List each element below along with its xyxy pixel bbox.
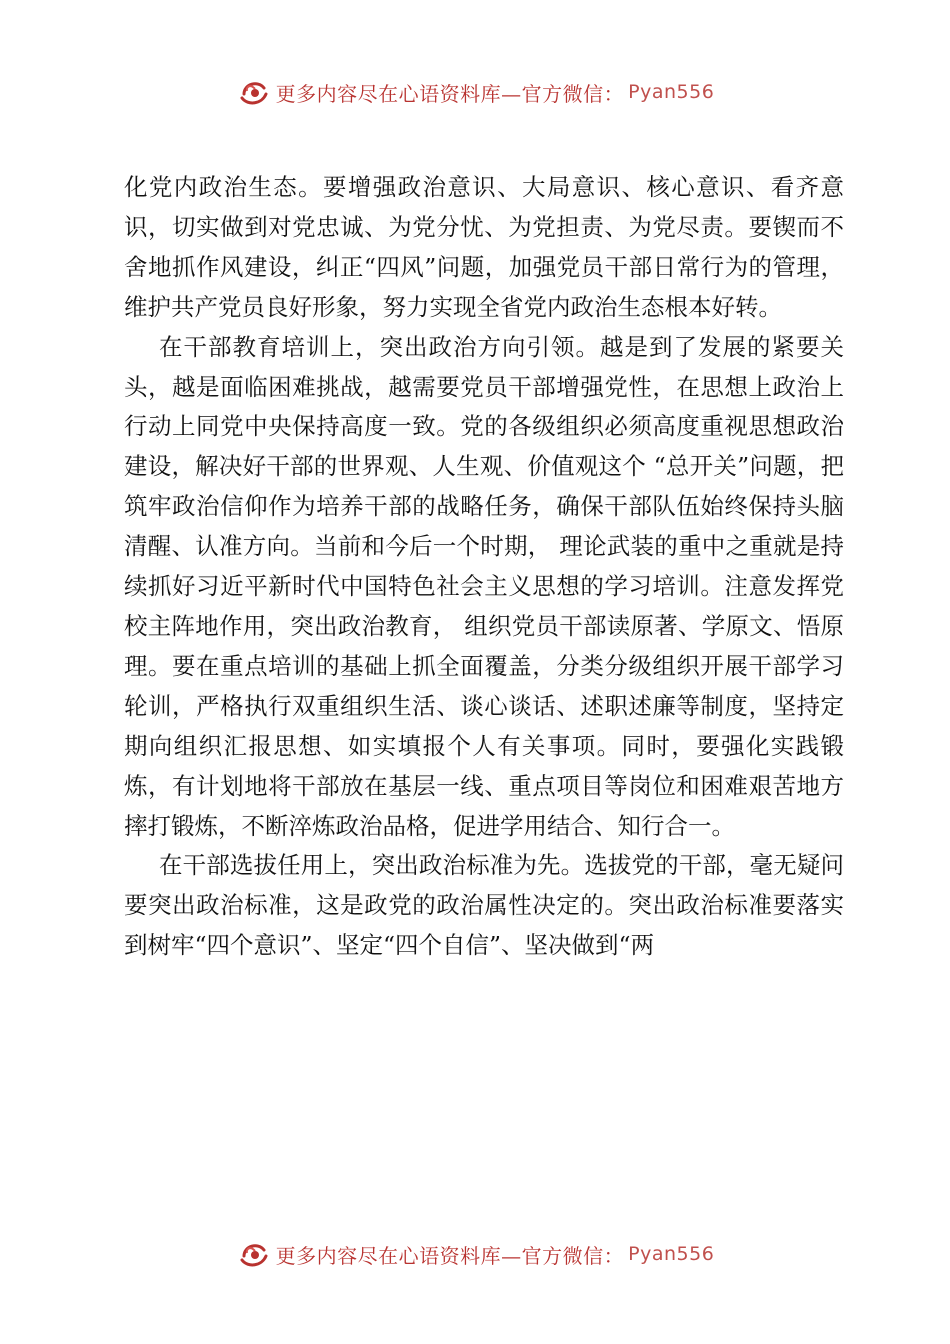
footer-wechat-id: Pyan556 xyxy=(628,1243,715,1265)
header-wechat-id: Pyan556 xyxy=(628,81,715,103)
header-banner-text: 更多内容尽在心语资料库—官方微信： xyxy=(275,81,625,106)
swirl-logo-icon xyxy=(236,1236,272,1272)
document-body xyxy=(124,168,844,966)
paragraph-1: 化党内政治生态。要增强政治意识、大局意识、核心意识、看齐意识，切实做到对党忠诚、为党分忧、为党担责、为党尽责。要锲而不舍地抓作风建设，纠正“四风”问题，加强党员干部日常行为的管理，维护共产党员良好形象，努力实现全省党内政治生态根本好转。 xyxy=(124,173,844,321)
footer-banner xyxy=(0,1234,950,1274)
footer-banner-text: 更多内容尽在心语资料库—官方微信： xyxy=(275,1243,625,1268)
paragraph-3: 在干部选拔任用上，突出政治标准为先。选拔党的干部，毫无疑问要突出政治标准，这是政党的政治属性决定的。突出政治标准要落实到树牢“四个意识”、坚定“四个自信”、坚决做到“两 xyxy=(124,851,844,960)
swirl-logo-icon xyxy=(236,74,272,110)
paragraph-2: 在干部教育培训上，突出政治方向引领。越是到了发展的紧要关头，越是面临困难挑战，越需要党员干部增强党性，在思想上政治上行动上同党中央保持高度一致。党的各级组织必须高度重视思想政治建设，解决好干部的世界观、人生观、价值观这个 “总开关”问题，把筑牢政治信仰作为培养干部的战略任务，确保干部队伍始终保持头脑清醒、认准方向。当前和今后一个时期， 理论武装的重中之重就是持续抓好习近平新时代中国特色社会主义思想的学习培训。注意发挥党校主阵地作用，突出政治教育， 组织党员干部读原著、学原文、悟原理。要在重点培训的基础上抓全面覆盖，分类分级组织开展干部学习轮训，严格执行双重组织生活、谈心谈话、述职述廉等制度，坚持定期向组织汇报思想、如实填报个人有关事项。同时，要强化实践锻炼，有计划地将干部放在基层一线、重点项目等岗位和困难艰苦地方摔打锻炼，不断淬炼政治品格，促进学用结合、知行合一。 xyxy=(124,332,844,840)
header-banner xyxy=(0,72,950,112)
